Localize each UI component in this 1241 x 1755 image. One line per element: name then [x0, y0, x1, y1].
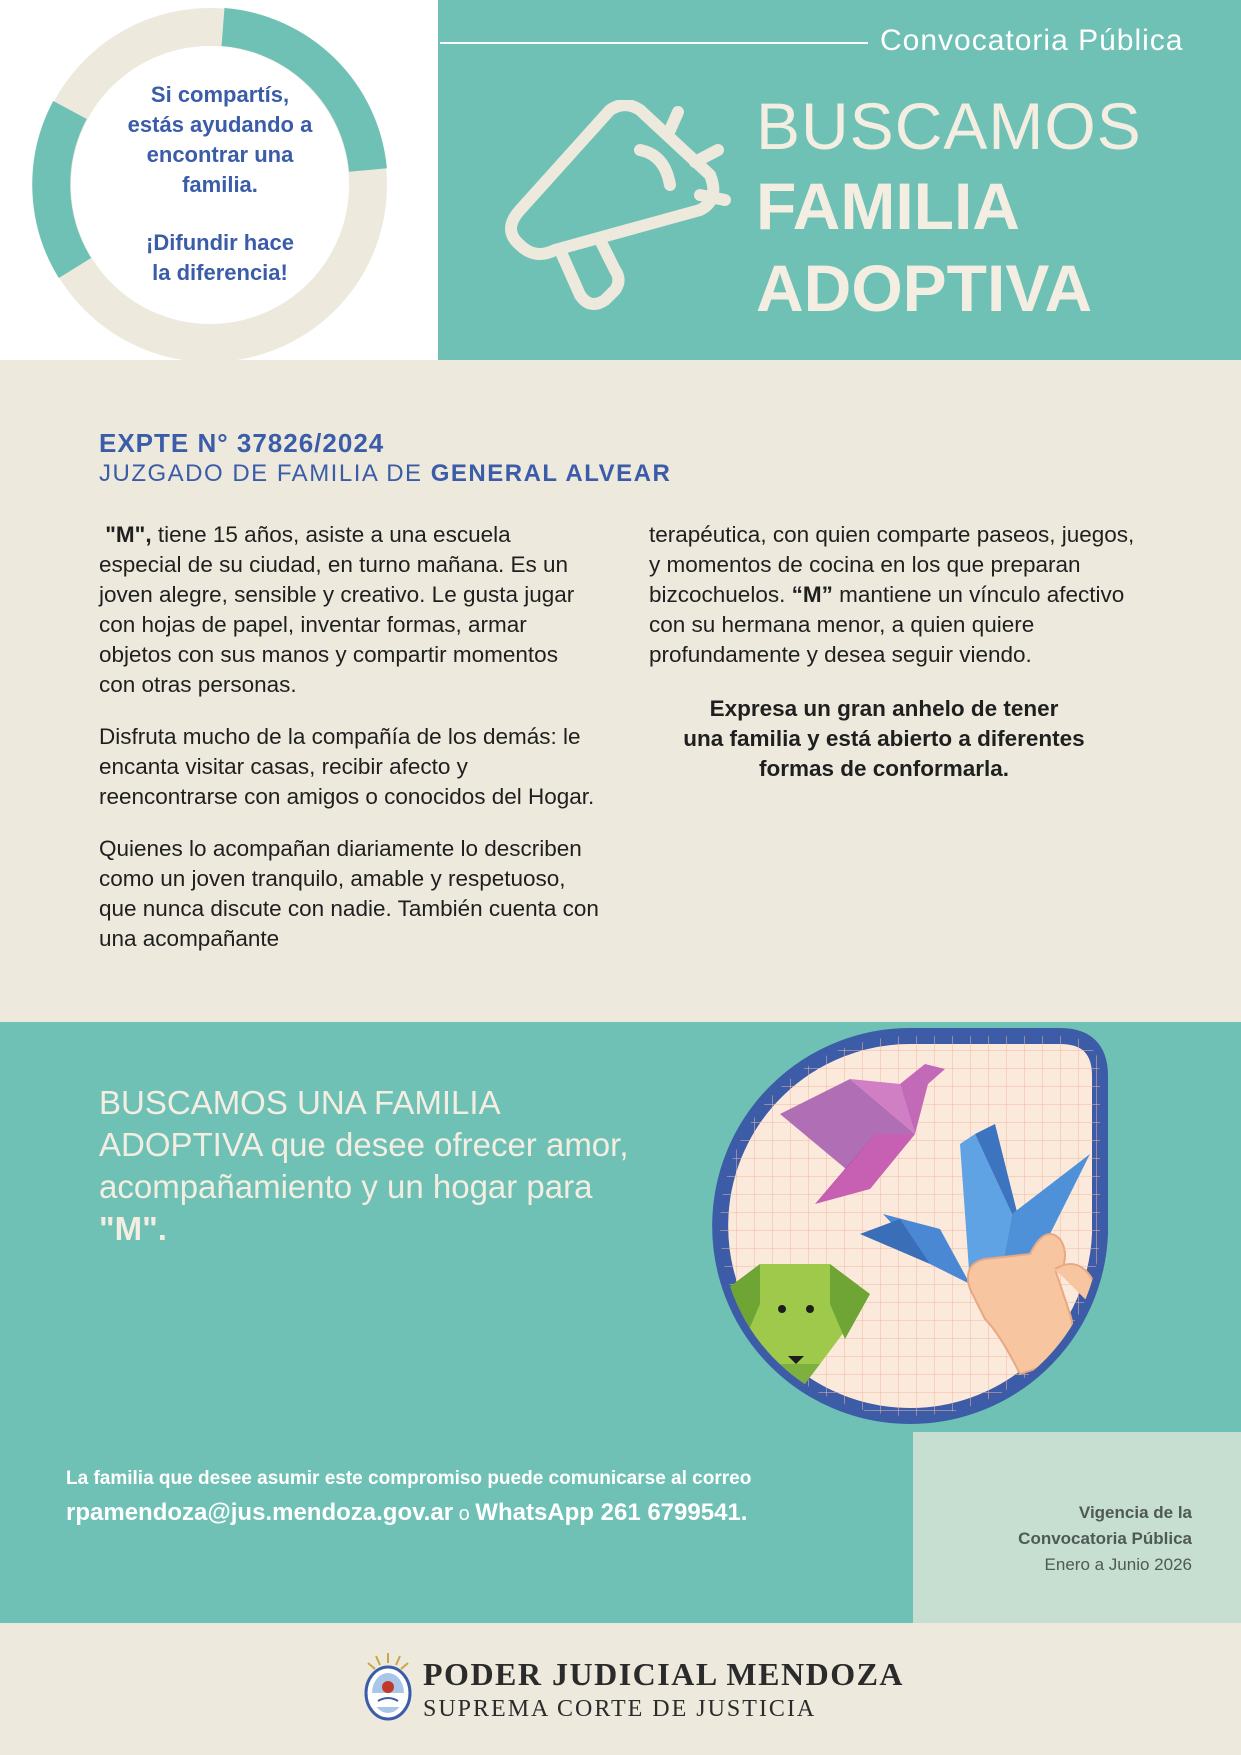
email-link[interactable]: rpamendoza@jus.mendoza.gov.ar: [66, 1499, 454, 1526]
contact-intro: La familia que desee asumir este compromiso puede comunicarse al correo: [66, 1468, 752, 1489]
child-name: “M”: [791, 582, 833, 607]
divider: [440, 42, 868, 44]
share-panel: [0, 0, 438, 360]
search-text: acompañamiento y un hogar para: [99, 1168, 593, 1205]
diffuse-line: ¡Difundir hace: [146, 230, 294, 255]
highlight-line: formas de conformarla.: [758, 756, 1010, 781]
share-line: encontrar una: [146, 142, 294, 167]
header: [0, 0, 1241, 360]
contact-connector: o: [453, 1503, 476, 1525]
origami-illustration: [700, 1014, 1120, 1444]
case-number: EXPTE N° 37826/2024: [99, 428, 385, 458]
share-line: Si compartís,: [150, 82, 290, 107]
child-name: "M",: [105, 522, 152, 547]
megaphone-icon: [490, 100, 740, 330]
title-line: BUSCAMOS: [756, 89, 1142, 163]
paragraph: Quienes lo acompañan diariamente lo describen como un joven tranquilo, amable y respetuoso, que nunca discute con nadie. También cuenta con una acompañante: [99, 836, 599, 951]
organization-name: PODER JUDICIAL MENDOZA: [423, 1656, 905, 1692]
paragraph: [649, 520, 1149, 670]
paragraph-text: mantiene un vínculo afectivo con su hermana menor, a quien quiere profundamente y desea seguir viendo.: [649, 582, 1125, 667]
search-text: que desee ofrecer amor,: [261, 1126, 629, 1163]
search-caps: BUSCAMOS UNA FAMILIA: [99, 1084, 501, 1121]
description-section: [0, 360, 1241, 1022]
court-name: [99, 460, 671, 488]
paragraph: [99, 520, 599, 700]
court-place: GENERAL ALVEAR: [430, 460, 672, 487]
convocatoria-label: Convocatoria Pública: [880, 24, 1184, 57]
provincial-seal-icon: [362, 1651, 414, 1721]
highlight-line: una familia y está abierto a diferentes: [683, 726, 1085, 751]
title-line: FAMILIA: [756, 169, 1020, 243]
paragraph: Disfruta mucho de la compañía de los demás: le encanta visitar casas, recibir afecto y reencontrarse con amigos o conocidos del Hogar.: [99, 724, 595, 809]
description-right-column: [649, 520, 1149, 784]
diffuse-line: la diferencia!: [152, 260, 288, 285]
search-message: [99, 1082, 659, 1250]
highlight-message: [649, 694, 1119, 784]
footer: [0, 1623, 1241, 1755]
share-line: estás ayudando a: [127, 112, 313, 137]
title-line: ADOPTIVA: [756, 251, 1093, 325]
organization-subtitle: SUPREMA CORTE DE JUSTICIA: [423, 1696, 817, 1722]
share-message: [95, 80, 345, 316]
highlight-line: Expresa un gran anhelo de tener: [709, 696, 1059, 721]
paragraph-text: tiene 15 años, asiste a una escuela especial de su ciudad, en turno mañana. Es un joven alegre, sensible y creativo. Le gusta jugar con hojas de papel, inventar formas, armar objetos con sus manos y compartir momentos con otras personas.: [99, 522, 575, 697]
contact-details: [66, 1499, 747, 1527]
validity-info: [960, 1500, 1192, 1578]
validity-period: Enero a Junio 2026: [1044, 1555, 1192, 1574]
description-left-column: [99, 520, 599, 976]
share-line: familia.: [182, 172, 258, 197]
validity-label: Vigencia de la: [1078, 1503, 1192, 1522]
paragraph-text: terapéutica, con quien comparte paseos, juegos, y momentos de cocina en los que preparan bizcochuelos.: [649, 522, 1135, 607]
search-caps: ADOPTIVA: [99, 1126, 262, 1163]
validity-label: Convocatoria Pública: [1018, 1529, 1192, 1548]
court-prefix: JUZGADO DE FAMILIA DE: [99, 460, 431, 487]
whatsapp-link[interactable]: WhatsApp 261 6799541.: [475, 1499, 748, 1526]
child-name: "M".: [99, 1210, 167, 1247]
